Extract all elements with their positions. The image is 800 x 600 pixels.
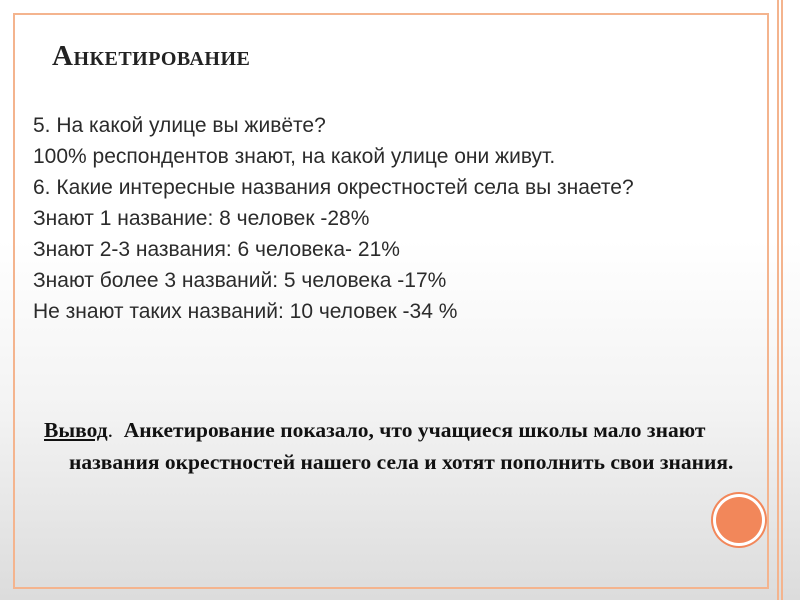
decorative-vertical-line [777,0,779,600]
question-line: 5. На какой улице вы живёте? [33,114,326,137]
result-line: Знают 2-3 названия: 6 человека- 21% [33,238,400,261]
result-line: Не знают таких названий: 10 человек -34 % [33,300,458,323]
answer-line: 100% респондентов знают, на какой улице они живут. [33,145,556,168]
conclusion-paragraph [44,414,744,478]
result-line: Знают 1 название: 8 человек -28% [33,207,370,230]
result-line: Знают более 3 названий: 5 человека -17% [33,269,447,292]
question-line: 6. Какие интересные названия окрестностей села вы знаете? [33,176,634,199]
conclusion-separator: . [107,418,124,442]
slide-title: Анкетирование [52,40,251,72]
conclusion-label: Вывод [44,418,108,442]
conclusion-text: Анкетирование показало, что учащиеся школы мало знают названия окрестностей нашего села и хотят пополнить свои знания. [69,418,734,474]
decorative-circle [716,497,762,543]
decorative-vertical-line [781,0,783,600]
survey-results [33,110,753,327]
